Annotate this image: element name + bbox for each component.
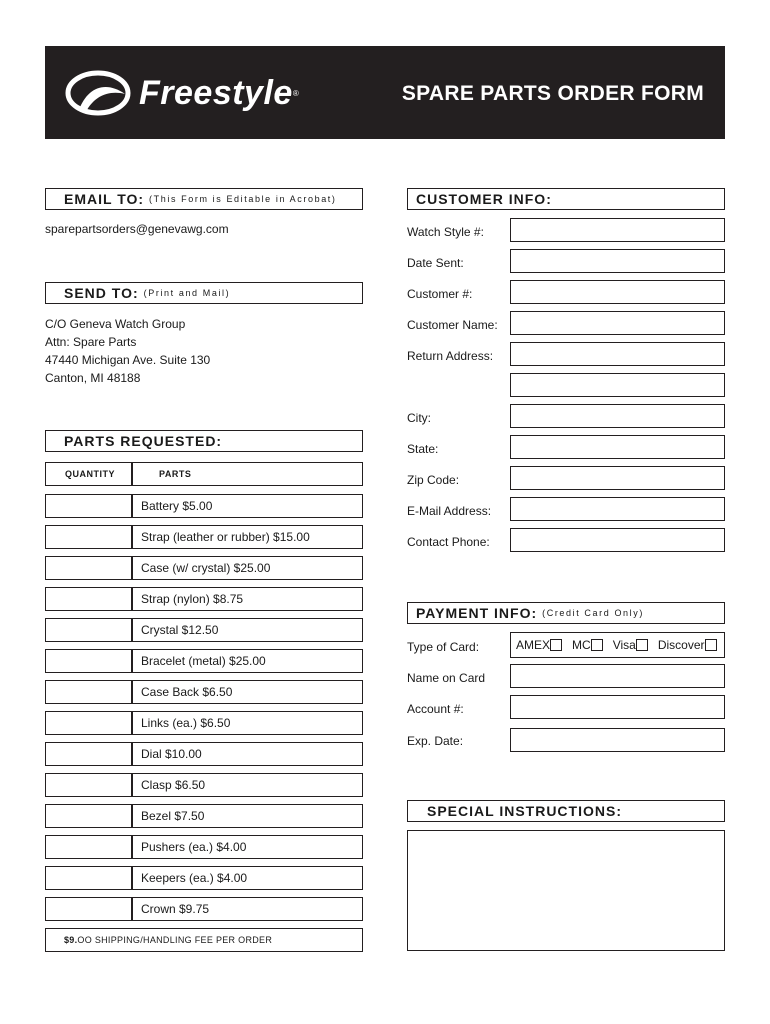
parts-column-header: PARTS	[132, 462, 363, 486]
email-address-input[interactable]	[510, 497, 725, 521]
quantity-input[interactable]	[45, 742, 132, 766]
quantity-input[interactable]	[45, 649, 132, 673]
payment-section-header	[407, 602, 725, 624]
part-item: Case (w/ crystal) $25.00	[132, 556, 363, 580]
shipping-fee-amount: $9.	[64, 935, 78, 945]
zip-code-label: Zip Code:	[407, 473, 460, 487]
special-instructions-title: SPECIAL INSTRUCTIONS:	[427, 803, 622, 819]
quantity-input[interactable]	[45, 680, 132, 704]
part-item: Strap (nylon) $8.75	[132, 587, 363, 611]
return-address-line-2-input[interactable]	[510, 373, 725, 397]
state-input[interactable]	[510, 435, 725, 459]
special-instructions-textarea[interactable]	[407, 830, 725, 951]
email-section-title: EMAIL TO:	[64, 191, 145, 207]
card-option-mc-label: MC	[572, 638, 591, 652]
part-item: Bracelet (metal) $25.00	[132, 649, 363, 673]
shipping-fee-text: OO SHIPPING/HANDLING FEE PER ORDER	[77, 935, 273, 945]
part-item: Case Back $6.50	[132, 680, 363, 704]
email-address: sparepartsorders@genevawg.com	[45, 222, 229, 236]
payment-section-note: (Credit Card Only)	[542, 608, 644, 618]
mail-address-line-4: Canton, MI 48188	[45, 371, 141, 385]
parts-section-header	[45, 430, 363, 452]
quantity-input[interactable]	[45, 835, 132, 859]
email-section-header	[45, 188, 363, 210]
contact-phone-input[interactable]	[510, 528, 725, 552]
city-label: City:	[407, 411, 431, 425]
customer-name-input[interactable]	[510, 311, 725, 335]
quantity-input[interactable]	[45, 773, 132, 797]
special-instructions-header	[407, 800, 725, 822]
quantity-input[interactable]	[45, 711, 132, 735]
customer-section-title: CUSTOMER INFO:	[416, 191, 552, 207]
brand-name: Freestyle	[139, 73, 293, 112]
quantity-input[interactable]	[45, 618, 132, 642]
shipping-fee-note	[45, 928, 363, 952]
quantity-input[interactable]	[45, 525, 132, 549]
part-item: Battery $5.00	[132, 494, 363, 518]
quantity-input[interactable]	[45, 866, 132, 890]
part-item: Pushers (ea.) $4.00	[132, 835, 363, 859]
state-label: State:	[407, 442, 439, 456]
quantity-input[interactable]	[45, 587, 132, 611]
card-option-visa-label: Visa	[612, 638, 636, 652]
return-address-input[interactable]	[510, 342, 725, 366]
mc-checkbox[interactable]	[591, 639, 603, 651]
account-number-label: Account #:	[407, 702, 464, 716]
watch-style-input[interactable]	[510, 218, 725, 242]
return-address-label: Return Address:	[407, 349, 494, 363]
amex-checkbox[interactable]	[550, 639, 562, 651]
date-sent-input[interactable]	[510, 249, 725, 273]
account-number-input[interactable]	[510, 695, 725, 719]
email-address-label: E-Mail Address:	[407, 504, 492, 518]
watch-style-label: Watch Style #:	[407, 225, 484, 239]
mail-address-line-1: C/O Geneva Watch Group	[45, 317, 186, 331]
quantity-column-header: QUANTITY	[45, 462, 132, 486]
mail-address-line-3: 47440 Michigan Ave. Suite 130	[45, 353, 211, 367]
part-item: Dial $10.00	[132, 742, 363, 766]
send-section-header	[45, 282, 363, 304]
visa-checkbox[interactable]	[636, 639, 648, 651]
parts-section-title: PARTS REQUESTED:	[64, 433, 223, 449]
customer-number-input[interactable]	[510, 280, 725, 304]
part-item: Clasp $6.50	[132, 773, 363, 797]
name-on-card-label: Name on Card	[407, 671, 486, 685]
quantity-input[interactable]	[45, 897, 132, 921]
city-input[interactable]	[510, 404, 725, 428]
email-section-note: (This Form is Editable in Acrobat)	[149, 194, 337, 204]
part-item: Crystal $12.50	[132, 618, 363, 642]
quantity-input[interactable]	[45, 556, 132, 580]
part-item: Bezel $7.50	[132, 804, 363, 828]
freestyle-swoosh-icon	[65, 70, 131, 116]
exp-date-input[interactable]	[510, 728, 725, 752]
send-section-title: SEND TO:	[64, 285, 139, 301]
customer-name-label: Customer Name:	[407, 318, 498, 332]
card-option-discover-label: Discover	[657, 638, 705, 652]
page-title: SPARE PARTS ORDER FORM	[401, 82, 704, 105]
payment-section-title: PAYMENT INFO:	[416, 605, 538, 621]
exp-date-label: Exp. Date:	[407, 734, 464, 748]
name-on-card-input[interactable]	[510, 664, 725, 688]
quantity-input[interactable]	[45, 494, 132, 518]
part-item: Crown $9.75	[132, 897, 363, 921]
zip-code-input[interactable]	[510, 466, 725, 490]
brand-logo	[65, 68, 299, 118]
part-item: Strap (leather or rubber) $15.00	[132, 525, 363, 549]
registered-mark: ®	[292, 88, 299, 98]
card-option-amex-label: AMEX	[516, 638, 551, 652]
part-item: Links (ea.) $6.50	[132, 711, 363, 735]
quantity-input[interactable]	[45, 804, 132, 828]
header-banner	[45, 46, 725, 139]
discover-checkbox[interactable]	[705, 639, 717, 651]
card-type-options	[510, 632, 725, 658]
customer-number-label: Customer #:	[407, 287, 473, 301]
date-sent-label: Date Sent:	[407, 256, 464, 270]
send-section-note: (Print and Mail)	[143, 288, 231, 298]
contact-phone-label: Contact Phone:	[407, 535, 490, 549]
customer-section-header	[407, 188, 725, 210]
mail-address-line-2: Attn: Spare Parts	[45, 335, 137, 349]
card-type-label: Type of Card:	[407, 640, 480, 654]
part-item: Keepers (ea.) $4.00	[132, 866, 363, 890]
